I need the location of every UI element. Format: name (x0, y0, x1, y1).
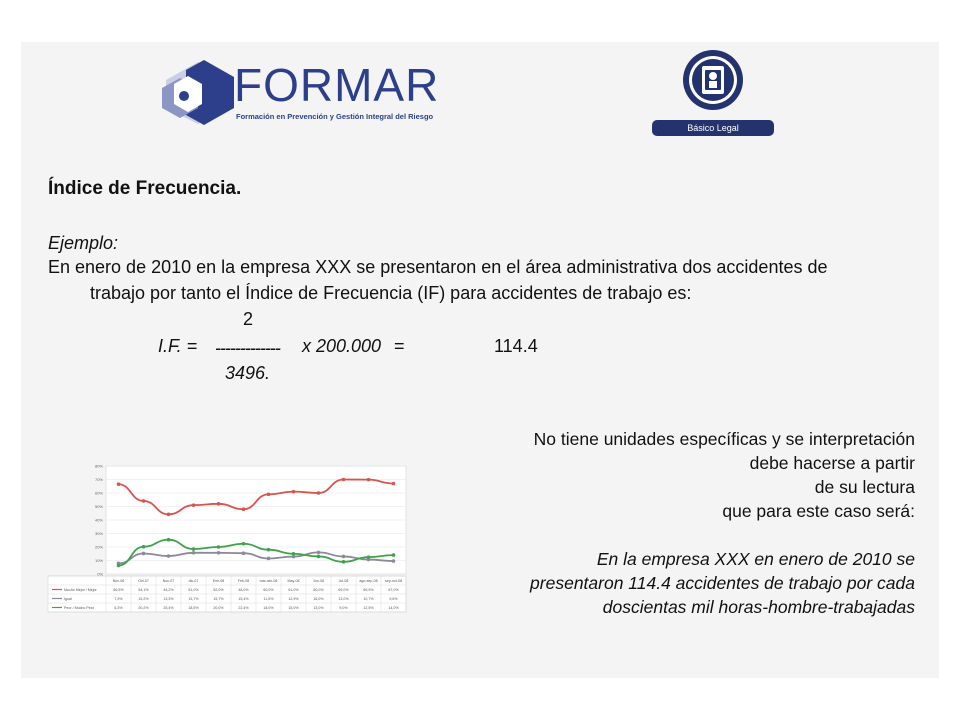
chart-point (392, 553, 396, 557)
basico-legal-logo (652, 48, 776, 140)
chart-table-cell: 69,9% (363, 588, 374, 592)
chart-table-cell: 18,0% (263, 606, 274, 610)
chart-y-tick-label: 70% (94, 477, 103, 482)
formar-tagline: Formación en Prevención y Gestión Integral del Riesgo (236, 112, 434, 121)
conclusion-line: doscientas mil horas-hombre-trabajadas (602, 597, 915, 617)
chart-table-cell: 13,0% (313, 606, 324, 610)
chart-x-tick-label: Jun-08 (313, 579, 324, 583)
chart-x-tick-label: Jul-08 (338, 579, 349, 583)
chart-x-tick-label: Nov-07 (162, 579, 175, 583)
chart-point (192, 551, 196, 555)
chart-table-cell: 52,0% (213, 588, 224, 592)
chart-y-tick-label: 30% (94, 531, 103, 536)
chart-table-cell: 22,4% (238, 606, 249, 610)
example-paragraph-line-2: trabajo por tanto el Índice de Frecuencia (IF) para accidentes de trabajo es: (90, 283, 692, 303)
chart-table-cell: 15,4% (238, 597, 249, 601)
chart-table-cell: 48,0% (238, 588, 249, 592)
chart-table-cell: 12,9% (288, 597, 299, 601)
chart-x-tick-label: dic-07 (188, 579, 199, 583)
chart-y-tick-label: 40% (94, 517, 103, 523)
chart-x-tick-label: sep-oct-08 (385, 579, 402, 583)
formula-lhs: I.F. = (158, 336, 198, 356)
chart-point (267, 557, 271, 561)
formar-logo (158, 58, 440, 128)
chart-point (267, 548, 271, 552)
chart-point (367, 478, 371, 482)
trend-chart (44, 460, 410, 625)
chart-point (342, 560, 346, 564)
chart-point (292, 490, 296, 494)
chart-table-cell: 67,0% (388, 588, 399, 592)
chart-point (167, 554, 171, 558)
chart-point (217, 551, 221, 555)
interpretation-line: de su lectura (814, 477, 915, 497)
conclusion-line: presentaron 114.4 accidentes de trabajo por cada (530, 573, 915, 593)
page-heading: Índice de Frecuencia. (48, 178, 242, 199)
chart-y-tick-label: 60% (94, 490, 103, 496)
chart-point (217, 502, 221, 506)
chart-y-tick-label: 0% (97, 571, 103, 577)
interpretation-line: que para este caso será: (722, 501, 915, 521)
chart-table-cell: 66,5% (113, 588, 124, 592)
chart-point (242, 551, 246, 555)
chart-point (142, 552, 146, 556)
trend-chart-svg (44, 460, 410, 625)
chart-x-tick-label: Ene-08 (212, 579, 225, 583)
chart-point (217, 545, 221, 549)
chart-table-cell: 54,1% (138, 588, 149, 592)
chart-table-cell: 61,0% (288, 588, 299, 592)
formula-numerator: 2 (243, 309, 254, 329)
chart-point (317, 555, 321, 559)
chart-point (117, 564, 121, 568)
example-label: Ejemplo: (48, 233, 119, 253)
formula-multiplier: x 200.000 (302, 336, 382, 356)
chart-point (342, 555, 346, 559)
chart-table-cell: 15,7% (213, 597, 224, 601)
chart-x-tick-label: Feb-08 (237, 579, 250, 583)
chart-point (192, 503, 196, 507)
chart-point (392, 482, 396, 486)
chart-table-cell: 25,4% (163, 606, 174, 610)
chart-table-cell: 15,7% (188, 597, 199, 601)
chart-point (167, 538, 171, 542)
chart-table-cell: 20,2% (138, 606, 149, 610)
chart-table-cell: 7,9% (114, 597, 123, 601)
formar-hexagon-icon (158, 58, 238, 128)
chart-point (242, 542, 246, 546)
chart-point (267, 493, 271, 497)
chart-x-tick-label: ago-sep-08 (359, 579, 378, 583)
chart-table-cell: 15,2% (138, 597, 149, 601)
formula-denominator: 3496. (225, 363, 271, 383)
chart-point (142, 545, 146, 549)
example-paragraph-line-1: En enero de 2010 en la empresa XXX se presentaron en el área administrativa dos accidentes de (48, 257, 828, 277)
chart-point (167, 513, 171, 517)
chart-table-cell: 10,7% (363, 597, 374, 601)
interpretation-block (530, 427, 915, 619)
chart-table-cell: 15,0% (288, 606, 299, 610)
chart-y-tick-label: 10% (94, 558, 103, 563)
chart-table-cell: 60,0% (313, 588, 324, 592)
chart-table-cell: 16,0% (313, 597, 324, 601)
formula-fraction-bar: ------------- (215, 338, 280, 358)
chart-point (117, 482, 121, 486)
chart-point (342, 478, 346, 482)
formula-result: 114.4 (494, 336, 538, 356)
chart-y-tick-label: 50% (94, 504, 103, 509)
chart-table-cell: 9,6% (389, 597, 398, 601)
interpretation-line: debe hacerse a partir (749, 453, 915, 473)
chart-table-cell: 18,5% (188, 606, 199, 610)
chart-point (317, 551, 321, 555)
chart-table-cell: 9,0% (339, 606, 348, 610)
legal-badge: Básico Legal (652, 120, 774, 136)
chart-table-cell: 20,0% (213, 606, 224, 610)
legal-seal-icon (652, 48, 776, 120)
chart-y-tick-label: 20% (94, 544, 103, 550)
chart-x-tick-label: Oct-07 (138, 579, 149, 583)
chart-point (142, 499, 146, 503)
chart-point (392, 559, 396, 563)
chart-x-tick-label: mar-abr-08 (259, 579, 278, 583)
chart-table-cell: 44,2% (163, 588, 174, 592)
conclusion-line: En la empresa XXX en enero de 2010 se (596, 549, 915, 569)
chart-table-cell: 14,0% (388, 606, 399, 610)
chart-legend-label: Peor / Mucho Peor (64, 606, 94, 610)
chart-table-cell: 69,0% (338, 588, 349, 592)
chart-point (317, 491, 321, 495)
chart-table-cell: 12,5% (363, 606, 374, 610)
formula-equals: = (394, 336, 405, 356)
chart-legend-label: Mucho Mejor / Mejor (64, 588, 97, 592)
chart-point (292, 552, 296, 556)
chart-table-cell: 51,0% (188, 588, 199, 592)
chart-table-cell: 60,0% (263, 588, 274, 592)
chart-table-cell: 13,3% (163, 597, 174, 601)
chart-table-cell: 11,5% (263, 597, 274, 601)
chart-x-tick-label: May-08 (287, 579, 300, 583)
chart-point (192, 547, 196, 551)
chart-point (242, 507, 246, 511)
chart-legend-label: Igual (64, 597, 72, 601)
chart-table-cell: 6,3% (114, 606, 123, 610)
chart-y-tick-label: 80% (94, 463, 103, 469)
chart-point (367, 555, 371, 559)
chart-table-cell: 13,0% (338, 597, 349, 601)
formar-wordmark: FORMAR (234, 59, 440, 111)
interpretation-line: No tiene unidades específicas y se interpretación (533, 429, 915, 449)
chart-x-tick-label: Nov-06 (112, 579, 125, 583)
